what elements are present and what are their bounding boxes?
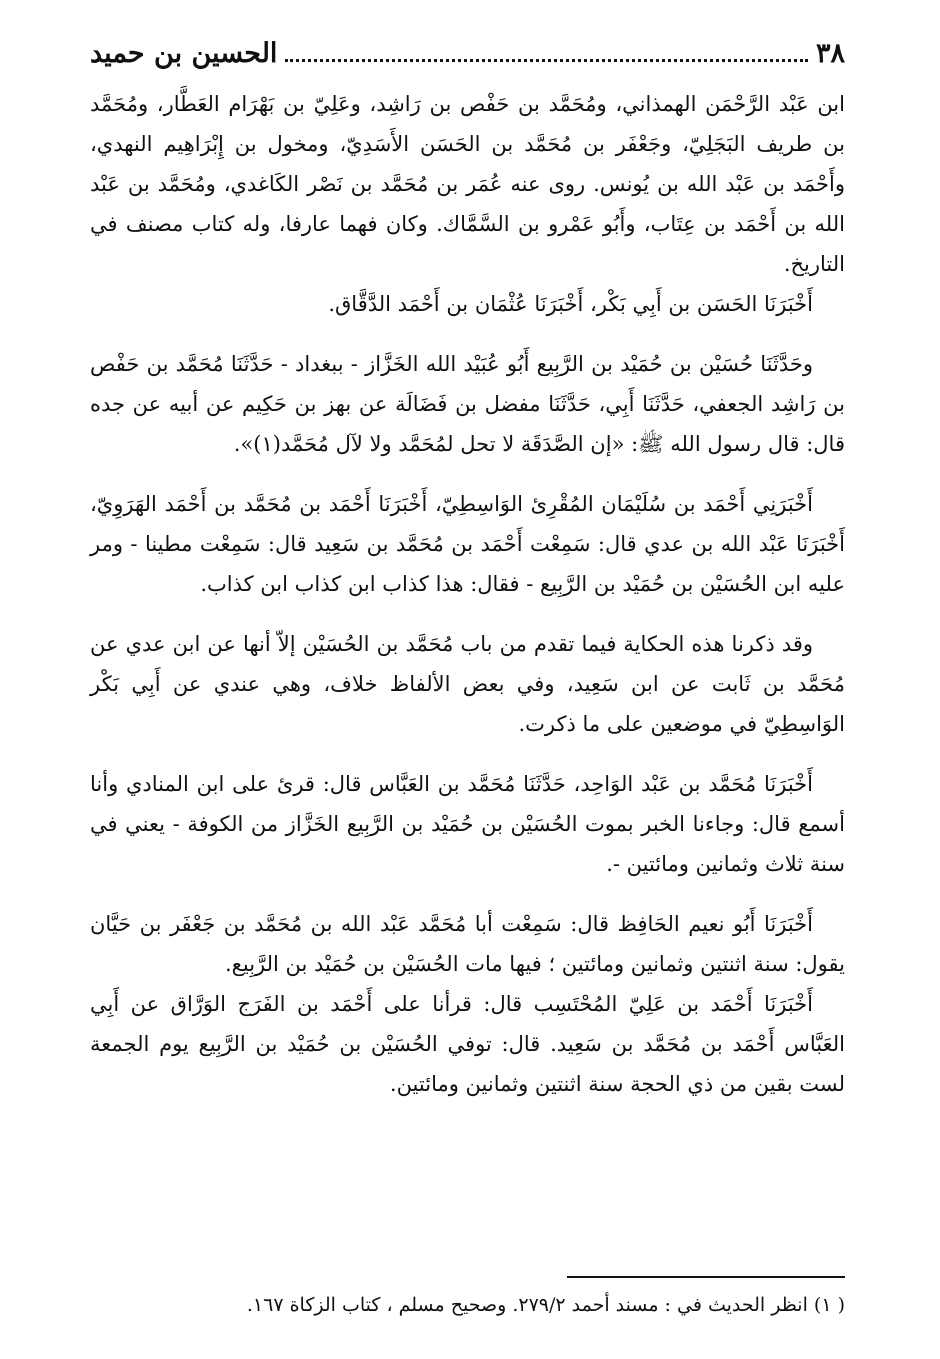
- paragraph-hadith: وحَدَّثَنَا حُسَيْن بن حُمَيْد بن الرَّبِيع أَبُو عُبَيْد الله الخَزَّاز - ببغداد - حَدَّثَنَا مُحَمَّد بن حَفْص بن رَاشِد الجعفي، حَدَّثَنَا أَبِي، حَدَّثَنَا مفضل بن فَضَالَة عن بهز بن حَكِيم عن أبيه عن جده قال: قال رسول الله ﷺ: «إن الصَّدَقَة لا تحل لمُحَمَّد ولا لآل مُحَمَّد(١)».: [90, 352, 845, 456]
- header-dot-leader: [285, 43, 808, 62]
- paragraph-death-report-2: أَخْبَرَنَا أَبُو نعيم الحَافِظ قال: سَمِعْت أبا مُحَمَّد عَبْد الله بن مُحَمَّد بن جَعْفَر بن حَيَّان يقول: سنة اثنتين وثمانين ومائتين ؛ فيها مات الحُسَيْن بن حُمَيْد بن الرَّبِيع.: [90, 912, 845, 976]
- running-title: الحسين بن حميد: [90, 38, 278, 69]
- paragraph-death-report-3: أَخْبَرَنَا أَحْمَد بن عَلِيّ المُحْتَسِب قال: قرأنا على أَحْمَد بن الفَرَج الوَرَّاق عن أَبِي العَبَّاس أَحْمَد بن مُحَمَّد بن سَعِيد. قال: توفي الحُسَيْن بن حُمَيْد بن الرَّبِيع يوم الجمعة لست بقين من ذي الحجة سنة اثنتين وثمانين ومائتين.: [90, 992, 845, 1096]
- page-header: [90, 38, 845, 84]
- footnote-separator: [567, 1276, 845, 1278]
- main-text: [90, 84, 845, 1104]
- paragraph-death-report-1: أَخْبَرَنَا مُحَمَّد بن عَبْد الوَاحِد، حَدَّثَنَا مُحَمَّد بن العَبَّاس قال: قرئ على ابن المنادي وأنا أسمع قال: وجاءنا الخبر بموت الحُسَيْن بن حُمَيْد بن الرَّبِيع الخَزَّاز من الكوفة - يعني في سنة ثلاث وثمانين ومائتين -.: [90, 772, 845, 876]
- paragraph-biography: ابن عَبْد الرَّحْمَن الهمذاني، ومُحَمَّد بن حَفْص بن رَاشِد، وعَلِيّ بن بَهْرَام العَطَّار، ومُحَمَّد بن طريف البَجَلِيّ، وجَعْفَر بن مُحَمَّد بن الحَسَن الأَسَدِيّ، ومخول بن إِبْرَاهِيم النهدي، وأَحْمَد بن عَبْد الله بن يُونس. روى عنه عُمَر بن مُحَمَّد بن نَصْر الكَاغدي، ومُحَمَّد بن عَبْد الله بن أَحْمَد بن عِتَاب، وأَبُو عَمْرو بن السَّمَّاك. وكان فهما عارفا، وله كتاب مصنف في التاريخ.: [90, 92, 845, 276]
- footnote: ( ١) انظر الحديث في : مسند أحمد ٢٧٩/٢. وصحيح مسلم ، كتاب الزكاة ١٦٧.: [246, 1294, 845, 1316]
- page-number: ٣٨: [815, 38, 845, 69]
- paragraph-isnad-2: أَخْبَرَنِي أَحْمَد بن سُلَيْمَان المُقْرِئ الوَاسِطِيّ، أَخْبَرَنَا أَحْمَد بن مُحَمَّد بن أَحْمَد الهَرَوِيّ، أَخْبَرَنَا عَبْد الله بن عدي قال: سَمِعْت أَحْمَد بن مُحَمَّد بن سَعِيد قال: سَمِعْت مطينا - ومر عليه ابن الحُسَيْن بن حُمَيْد بن الرَّبِيع - فقال: هذا كذاب ابن كذاب ابن كذاب.: [90, 492, 845, 596]
- book-page: [90, 38, 845, 1328]
- paragraph-isnad-1: أَخْبَرَنَا الحَسَن بن أَبِي بَكْر، أَخْبَرَنَا عُثْمَان بن أَحْمَد الدَّقَّاق.: [328, 292, 813, 316]
- paragraph-commentary: وقد ذكرنا هذه الحكاية فيما تقدم من باب مُحَمَّد بن الحُسَيْن إلاّ أنها عن ابن عدي عن مُحَمَّد بن ثَابت عن ابن سَعِيد، وفي بعض الألفاظ خلاف، وهي عندي عن أَبِي بَكْر الوَاسِطِيّ في موضعين على ما ذكرت.: [90, 632, 845, 736]
